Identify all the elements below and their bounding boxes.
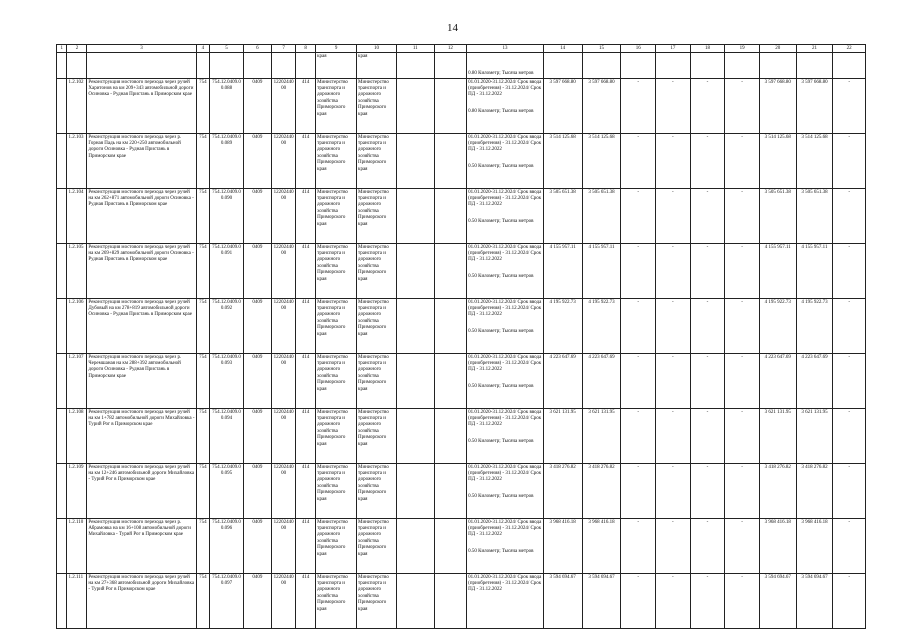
period-and-capacity	[467, 464, 544, 519]
empty-cell	[434, 519, 467, 574]
row-number: 1.2.105	[67, 244, 87, 299]
target-article: 1220244000	[272, 519, 296, 574]
grbs-code: 754	[196, 189, 210, 244]
table-row	[57, 354, 866, 409]
target-article: 1220244000	[272, 299, 296, 354]
empty-cell	[57, 189, 67, 244]
estimated-cost: 3 505 651.38	[543, 189, 582, 244]
customer: Министерство транспорта и дорожного хозяйства Приморского края	[316, 244, 357, 299]
developer: Министерство транспорта и дорожного хозяйства Приморского края	[357, 189, 397, 244]
object-name: Реконструкция мостового перехода через ручей на км 1+782 автомобильной дороги Михайловка - Турий Рог в Приморском крае	[87, 409, 196, 464]
row-number: 1.2.103	[67, 134, 87, 189]
developer: Министерство транспорта и дорожного хозяйства Приморского края	[357, 409, 397, 464]
capacity: 0.50 Километр; Тысяча метров	[468, 383, 534, 389]
budget-total: 3 505 651.38	[582, 189, 621, 244]
target-article: 1220244000	[272, 79, 296, 134]
section-code: 0409	[243, 519, 271, 574]
empty-cell	[434, 244, 467, 299]
year-2024-value: 3 621 131.95	[759, 409, 796, 464]
year-2021-value: -	[656, 519, 691, 574]
estimated-cost: 3 418 276.82	[543, 464, 582, 519]
year-2023-value: -	[725, 244, 760, 299]
year-2020-value: -	[621, 299, 656, 354]
grbs-code: 754	[196, 519, 210, 574]
empty-cell	[396, 464, 434, 519]
year-2023-value: -	[725, 464, 760, 519]
column-number-5: 5	[210, 45, 244, 53]
column-number-3: 3	[87, 45, 196, 53]
after-2024-value: -	[833, 299, 866, 354]
year-2024-budget: 4 155 957.11	[796, 244, 833, 299]
table-row	[57, 134, 866, 189]
empty-cell	[396, 79, 434, 134]
object-name: Реконструкция мостового перехода через ручей Харитонов на км 209+343 автомобильной дороги Осиновка - Рудная Пристань в Приморском крае	[87, 79, 196, 134]
construction-period: 01.01.2020-31.12.2024/ Срок ввода (приобретения) - 31.12.2024/ Срок ПД - 31.12.2022	[468, 519, 542, 538]
row-number: 1.2.102	[67, 79, 87, 134]
construction-period: 01.01.2020-31.12.2024/ Срок ввода (приобретения) - 31.12.2024/ Срок ПД - 31.12.2022	[468, 409, 542, 428]
developer: Министерство транспорта и дорожного хозяйства Приморского края	[357, 244, 397, 299]
table-row	[57, 189, 866, 244]
object-name: Реконструкция мостового перехода через ручей на км 12+246 автомобильной дороги Михайловка - Турий Рог в Приморском крае	[87, 464, 196, 519]
empty-cell	[434, 299, 467, 354]
budget-total: 4 155 957.11	[582, 244, 621, 299]
grbs-code: 754	[196, 574, 210, 629]
year-2024-value: 4 195 922.73	[759, 299, 796, 354]
year-2024-budget: 3 514 125.68	[796, 134, 833, 189]
year-2024-value: 3 514 125.68	[759, 134, 796, 189]
after-2024-value: -	[833, 79, 866, 134]
year-2024-budget: 3 621 131.95	[796, 409, 833, 464]
object-name: Реконструкция мостового перехода через ручей на км 27+368 автомобильной дороги Михайловка - Турий Рог в Приморском крае	[87, 574, 196, 629]
expense-type: 414	[296, 79, 316, 134]
year-2021-value: -	[656, 354, 691, 409]
expense-type: 414	[296, 354, 316, 409]
estimated-cost: 4 223 647.69	[543, 354, 582, 409]
customer: Министерство транспорта и дорожного хозяйства Приморского края	[316, 354, 357, 409]
expense-type: 414	[296, 299, 316, 354]
empty-cell	[57, 299, 67, 354]
year-2020-value: -	[621, 189, 656, 244]
developer: Министерство транспорта и дорожного хозяйства Приморского края	[357, 79, 397, 134]
period-and-capacity	[467, 244, 544, 299]
period-and-capacity	[467, 79, 544, 134]
carryover-capacity: 0.80 Километр; Тысяча метров	[467, 53, 544, 79]
year-2024-budget: 3 505 651.38	[796, 189, 833, 244]
year-2022-value: -	[690, 409, 725, 464]
section-code: 0409	[243, 79, 271, 134]
object-code: 754.12.0409.00.092	[210, 299, 244, 354]
column-number-14: 14	[543, 45, 582, 53]
grbs-code: 754	[196, 79, 210, 134]
column-number-13: 13	[467, 45, 544, 53]
construction-period: 01.01.2020-31.12.2024/ Срок ввода (приобретения) - 31.12.2024/ Срок ПД - 31.12.2022	[468, 134, 542, 153]
section-code: 0409	[243, 574, 271, 629]
object-name: Реконструкция мостового перехода через ручей Дубовый на км 278+819 автомобильной дороги Осиновка - Рудная Пристань в Приморском крае	[87, 299, 196, 354]
column-number-19: 19	[725, 45, 760, 53]
year-2020-value: -	[621, 79, 656, 134]
year-2024-value: 4 155 957.11	[759, 244, 796, 299]
column-number-1: 1	[57, 45, 67, 53]
year-2024-budget: 3 418 276.82	[796, 464, 833, 519]
capacity: 0.50 Километр; Тысяча метров	[468, 328, 534, 334]
developer: Министерство транспорта и дорожного хозяйства Приморского края	[357, 464, 397, 519]
developer: Министерство транспорта и дорожного хозяйства Приморского края	[357, 519, 397, 574]
expense-type: 414	[296, 409, 316, 464]
year-2024-value: 3 597 668.80	[759, 79, 796, 134]
year-2021-value: -	[656, 299, 691, 354]
year-2021-value: -	[656, 79, 691, 134]
after-2024-value: -	[833, 134, 866, 189]
column-number-8: 8	[296, 45, 316, 53]
year-2023-value: -	[725, 299, 760, 354]
section-code: 0409	[243, 354, 271, 409]
year-2024-value: 3 594 694.67	[759, 574, 796, 629]
empty-cell	[57, 464, 67, 519]
estimated-cost: 3 594 694.67	[543, 574, 582, 629]
carryover-contractor: края	[357, 53, 397, 79]
table-row	[57, 519, 866, 574]
year-2024-budget: 3 597 668.80	[796, 79, 833, 134]
object-name: Реконструкция мостового перехода через р. Абрамовка на км 16+108 автомобильной дороги Михайловка - Турий Рог в Приморском крае	[87, 519, 196, 574]
column-number-12: 12	[434, 45, 467, 53]
target-article: 1220244000	[272, 244, 296, 299]
after-2024-value: -	[833, 574, 866, 629]
budget-total: 3 594 694.67	[582, 574, 621, 629]
period-and-capacity	[467, 299, 544, 354]
budget-total: 3 514 125.68	[582, 134, 621, 189]
expense-type: 414	[296, 134, 316, 189]
target-article: 1220244000	[272, 134, 296, 189]
year-2021-value: -	[656, 189, 691, 244]
object-code: 754.12.0409.00.095	[210, 464, 244, 519]
column-number-15: 15	[582, 45, 621, 53]
year-2024-value: 3 505 651.38	[759, 189, 796, 244]
column-number-6: 6	[243, 45, 271, 53]
empty-cell	[434, 354, 467, 409]
year-2020-value: -	[621, 354, 656, 409]
developer: Министерство транспорта и дорожного хозяйства Приморского края	[357, 574, 397, 629]
year-2024-value: 4 223 647.69	[759, 354, 796, 409]
empty-cell	[396, 134, 434, 189]
target-article: 1220244000	[272, 574, 296, 629]
row-number: 1.2.111	[67, 574, 87, 629]
customer: Министерство транспорта и дорожного хозяйства Приморского края	[316, 574, 357, 629]
year-2020-value: -	[621, 409, 656, 464]
row-number: 1.2.110	[67, 519, 87, 574]
construction-period: 01.01.2020-31.12.2024/ Срок ввода (приобретения) - 31.12.2024/ Срок ПД - 31.12.2022	[468, 299, 542, 318]
year-2024-value: 3 968 416.18	[759, 519, 796, 574]
year-2021-value: -	[656, 134, 691, 189]
expense-type: 414	[296, 244, 316, 299]
object-name: Реконструкция мостового перехода через р. Горная Падь на км 220+250 автомобильной дороги Осиновка - Рудная Пристань в Приморском крае	[87, 134, 196, 189]
grbs-code: 754	[196, 354, 210, 409]
estimated-cost: 4 195 922.73	[543, 299, 582, 354]
column-number-18: 18	[690, 45, 725, 53]
grbs-code: 754	[196, 464, 210, 519]
budget-total: 3 597 668.80	[582, 79, 621, 134]
object-code: 754.12.0409.00.089	[210, 134, 244, 189]
grbs-code: 754	[196, 244, 210, 299]
year-2020-value: -	[621, 519, 656, 574]
year-2023-value: -	[725, 79, 760, 134]
customer: Министерство транспорта и дорожного хозяйства Приморского края	[316, 409, 357, 464]
empty-cell	[396, 189, 434, 244]
column-number-20: 20	[759, 45, 796, 53]
period-and-capacity	[467, 574, 544, 629]
customer: Министерство транспорта и дорожного хозяйства Приморского края	[316, 189, 357, 244]
year-2021-value: -	[656, 574, 691, 629]
capacity: 0.80 Километр; Тысяча метров	[468, 108, 534, 114]
year-2020-value: -	[621, 244, 656, 299]
object-code: 754.12.0409.00.090	[210, 189, 244, 244]
grbs-code: 754	[196, 134, 210, 189]
expense-type: 414	[296, 574, 316, 629]
investment-objects-table	[56, 44, 866, 629]
column-number-22: 22	[833, 45, 866, 53]
expense-type: 414	[296, 464, 316, 519]
target-article: 1220244000	[272, 354, 296, 409]
object-code: 754.12.0409.00.093	[210, 354, 244, 409]
table-row	[57, 299, 866, 354]
year-2023-value: -	[725, 189, 760, 244]
column-number-7: 7	[272, 45, 296, 53]
budget-total: 4 223 647.69	[582, 354, 621, 409]
section-code: 0409	[243, 244, 271, 299]
object-code: 754.12.0409.00.097	[210, 574, 244, 629]
table-row	[57, 244, 866, 299]
year-2022-value: -	[690, 354, 725, 409]
target-article: 1220244000	[272, 464, 296, 519]
estimated-cost: 3 621 131.95	[543, 409, 582, 464]
empty-cell	[57, 409, 67, 464]
empty-cell	[57, 574, 67, 629]
budget-total: 4 195 922.73	[582, 299, 621, 354]
empty-cell	[396, 574, 434, 629]
empty-cell	[396, 519, 434, 574]
period-and-capacity	[467, 354, 544, 409]
capacity: 0.50 Километр; Тысяча метров	[468, 273, 534, 279]
capacity: 0.50 Километр; Тысяча метров	[468, 163, 534, 169]
table-row	[57, 409, 866, 464]
year-2022-value: -	[690, 79, 725, 134]
empty-cell	[57, 519, 67, 574]
developer: Министерство транспорта и дорожного хозяйства Приморского края	[357, 134, 397, 189]
after-2024-value: -	[833, 409, 866, 464]
column-number-10: 10	[357, 45, 397, 53]
expense-type: 414	[296, 519, 316, 574]
object-name: Реконструкция мостового перехода через ручей на км 262+871 автомобильной дороги Осиновка - Рудная Пристань в Приморском крае	[87, 189, 196, 244]
carryover-row	[57, 53, 866, 79]
section-code: 0409	[243, 134, 271, 189]
row-number: 1.2.109	[67, 464, 87, 519]
capacity: 0.50 Километр; Тысяча метров	[468, 438, 534, 444]
construction-period: 01.01.2020-31.12.2024/ Срок ввода (приобретения) - 31.12.2024/ Срок ПД - 31.12.2022	[468, 464, 542, 483]
year-2022-value: -	[690, 189, 725, 244]
construction-period: 01.01.2020-31.12.2024/ Срок ввода (приобретения) - 31.12.2024/ Срок ПД - 31.12.2022	[468, 574, 542, 593]
column-number-9: 9	[316, 45, 357, 53]
developer: Министерство транспорта и дорожного хозяйства Приморского края	[357, 299, 397, 354]
year-2023-value: -	[725, 354, 760, 409]
empty-cell	[434, 409, 467, 464]
year-2022-value: -	[690, 244, 725, 299]
period-and-capacity	[467, 519, 544, 574]
empty-cell	[434, 189, 467, 244]
column-number-17: 17	[656, 45, 691, 53]
year-2023-value: -	[725, 409, 760, 464]
year-2024-budget: 4 223 647.69	[796, 354, 833, 409]
grbs-code: 754	[196, 409, 210, 464]
construction-period: 01.01.2020-31.12.2024/ Срок ввода (приобретения) - 31.12.2024/ Срок ПД - 31.12.2022	[468, 354, 542, 373]
empty-cell	[396, 244, 434, 299]
column-number-16: 16	[621, 45, 656, 53]
year-2020-value: -	[621, 134, 656, 189]
year-2020-value: -	[621, 464, 656, 519]
empty-cell	[57, 79, 67, 134]
empty-cell	[434, 574, 467, 629]
column-number-21: 21	[796, 45, 833, 53]
target-article: 1220244000	[272, 189, 296, 244]
column-number-row	[57, 45, 866, 53]
section-code: 0409	[243, 299, 271, 354]
year-2024-budget: 3 594 694.67	[796, 574, 833, 629]
row-number: 1.2.108	[67, 409, 87, 464]
object-code: 754.12.0409.00.091	[210, 244, 244, 299]
year-2024-value: 3 418 276.82	[759, 464, 796, 519]
carryover-customer: края	[316, 53, 357, 79]
year-2024-budget: 4 195 922.73	[796, 299, 833, 354]
estimated-cost: 3 514 125.68	[543, 134, 582, 189]
estimated-cost: 3 968 416.18	[543, 519, 582, 574]
estimated-cost: 4 155 957.11	[543, 244, 582, 299]
column-number-2: 2	[67, 45, 87, 53]
after-2024-value: -	[833, 244, 866, 299]
expense-type: 414	[296, 189, 316, 244]
object-name: Реконструкция мостового перехода через р. Черемшаная на км 288+392 автомобильной дороги Осиновка - Рудная Пристань в Приморском крае	[87, 354, 196, 409]
capacity: 0.50 Километр; Тысяча метров	[468, 218, 534, 224]
section-code: 0409	[243, 409, 271, 464]
customer: Министерство транспорта и дорожного хозяйства Приморского края	[316, 464, 357, 519]
year-2022-value: -	[690, 519, 725, 574]
table-row	[57, 464, 866, 519]
budget-total: 3 418 276.82	[582, 464, 621, 519]
target-article: 1220244000	[272, 409, 296, 464]
customer: Министерство транспорта и дорожного хозяйства Приморского края	[316, 519, 357, 574]
construction-period: 01.01.2020-31.12.2024/ Срок ввода (приобретения) - 31.12.2024/ Срок ПД - 31.12.2022	[468, 79, 542, 98]
page-number: 14	[447, 22, 458, 34]
empty-cell	[57, 134, 67, 189]
empty-cell	[396, 299, 434, 354]
empty-cell	[396, 409, 434, 464]
after-2024-value: -	[833, 519, 866, 574]
empty-cell	[57, 354, 67, 409]
section-code: 0409	[243, 464, 271, 519]
empty-cell	[434, 464, 467, 519]
object-code: 754.12.0409.00.096	[210, 519, 244, 574]
year-2022-value: -	[690, 574, 725, 629]
row-number: 1.2.106	[67, 299, 87, 354]
year-2022-value: -	[690, 299, 725, 354]
year-2020-value: -	[621, 574, 656, 629]
table-row	[57, 79, 866, 134]
empty-cell	[434, 134, 467, 189]
empty-cell	[396, 354, 434, 409]
estimated-cost: 3 597 668.80	[543, 79, 582, 134]
object-code: 754.12.0409.00.094	[210, 409, 244, 464]
year-2022-value: -	[690, 464, 725, 519]
budget-total: 3 621 131.95	[582, 409, 621, 464]
object-name: Реконструкция мостового перехода через ручей на км 269+829 автомобильной дороги Осиновка - Рудная Пристань в Приморском крае	[87, 244, 196, 299]
table-row	[57, 574, 866, 629]
after-2024-value: -	[833, 464, 866, 519]
year-2021-value: -	[656, 464, 691, 519]
period-and-capacity	[467, 189, 544, 244]
year-2022-value: -	[690, 134, 725, 189]
column-number-11: 11	[396, 45, 434, 53]
grbs-code: 754	[196, 299, 210, 354]
column-number-4: 4	[196, 45, 210, 53]
period-and-capacity	[467, 409, 544, 464]
year-2023-value: -	[725, 134, 760, 189]
empty-cell	[434, 79, 467, 134]
row-number: 1.2.107	[67, 354, 87, 409]
construction-period: 01.01.2020-31.12.2024/ Срок ввода (приобретения) - 31.12.2024/ Срок ПД - 31.12.2022	[468, 244, 542, 263]
year-2024-budget: 3 968 416.18	[796, 519, 833, 574]
customer: Министерство транспорта и дорожного хозяйства Приморского края	[316, 299, 357, 354]
year-2021-value: -	[656, 409, 691, 464]
after-2024-value: -	[833, 354, 866, 409]
section-code: 0409	[243, 189, 271, 244]
capacity: 0.50 Километр; Тысяча метров	[468, 493, 534, 499]
object-code: 754.12.0409.00.088	[210, 79, 244, 134]
year-2023-value: -	[725, 519, 760, 574]
developer: Министерство транспорта и дорожного хозяйства Приморского края	[357, 354, 397, 409]
period-and-capacity	[467, 134, 544, 189]
construction-period: 01.01.2020-31.12.2024/ Срок ввода (приобретения) - 31.12.2024/ Срок ПД - 31.12.2022	[468, 189, 542, 208]
budget-total: 3 968 416.18	[582, 519, 621, 574]
after-2024-value: -	[833, 189, 866, 244]
year-2021-value: -	[656, 244, 691, 299]
row-number: 1.2.104	[67, 189, 87, 244]
empty-cell	[57, 244, 67, 299]
customer: Министерство транспорта и дорожного хозяйства Приморского края	[316, 134, 357, 189]
customer: Министерство транспорта и дорожного хозяйства Приморского края	[316, 79, 357, 134]
year-2023-value: -	[725, 574, 760, 629]
capacity: 0.50 Километр; Тысяча метров	[468, 548, 534, 554]
